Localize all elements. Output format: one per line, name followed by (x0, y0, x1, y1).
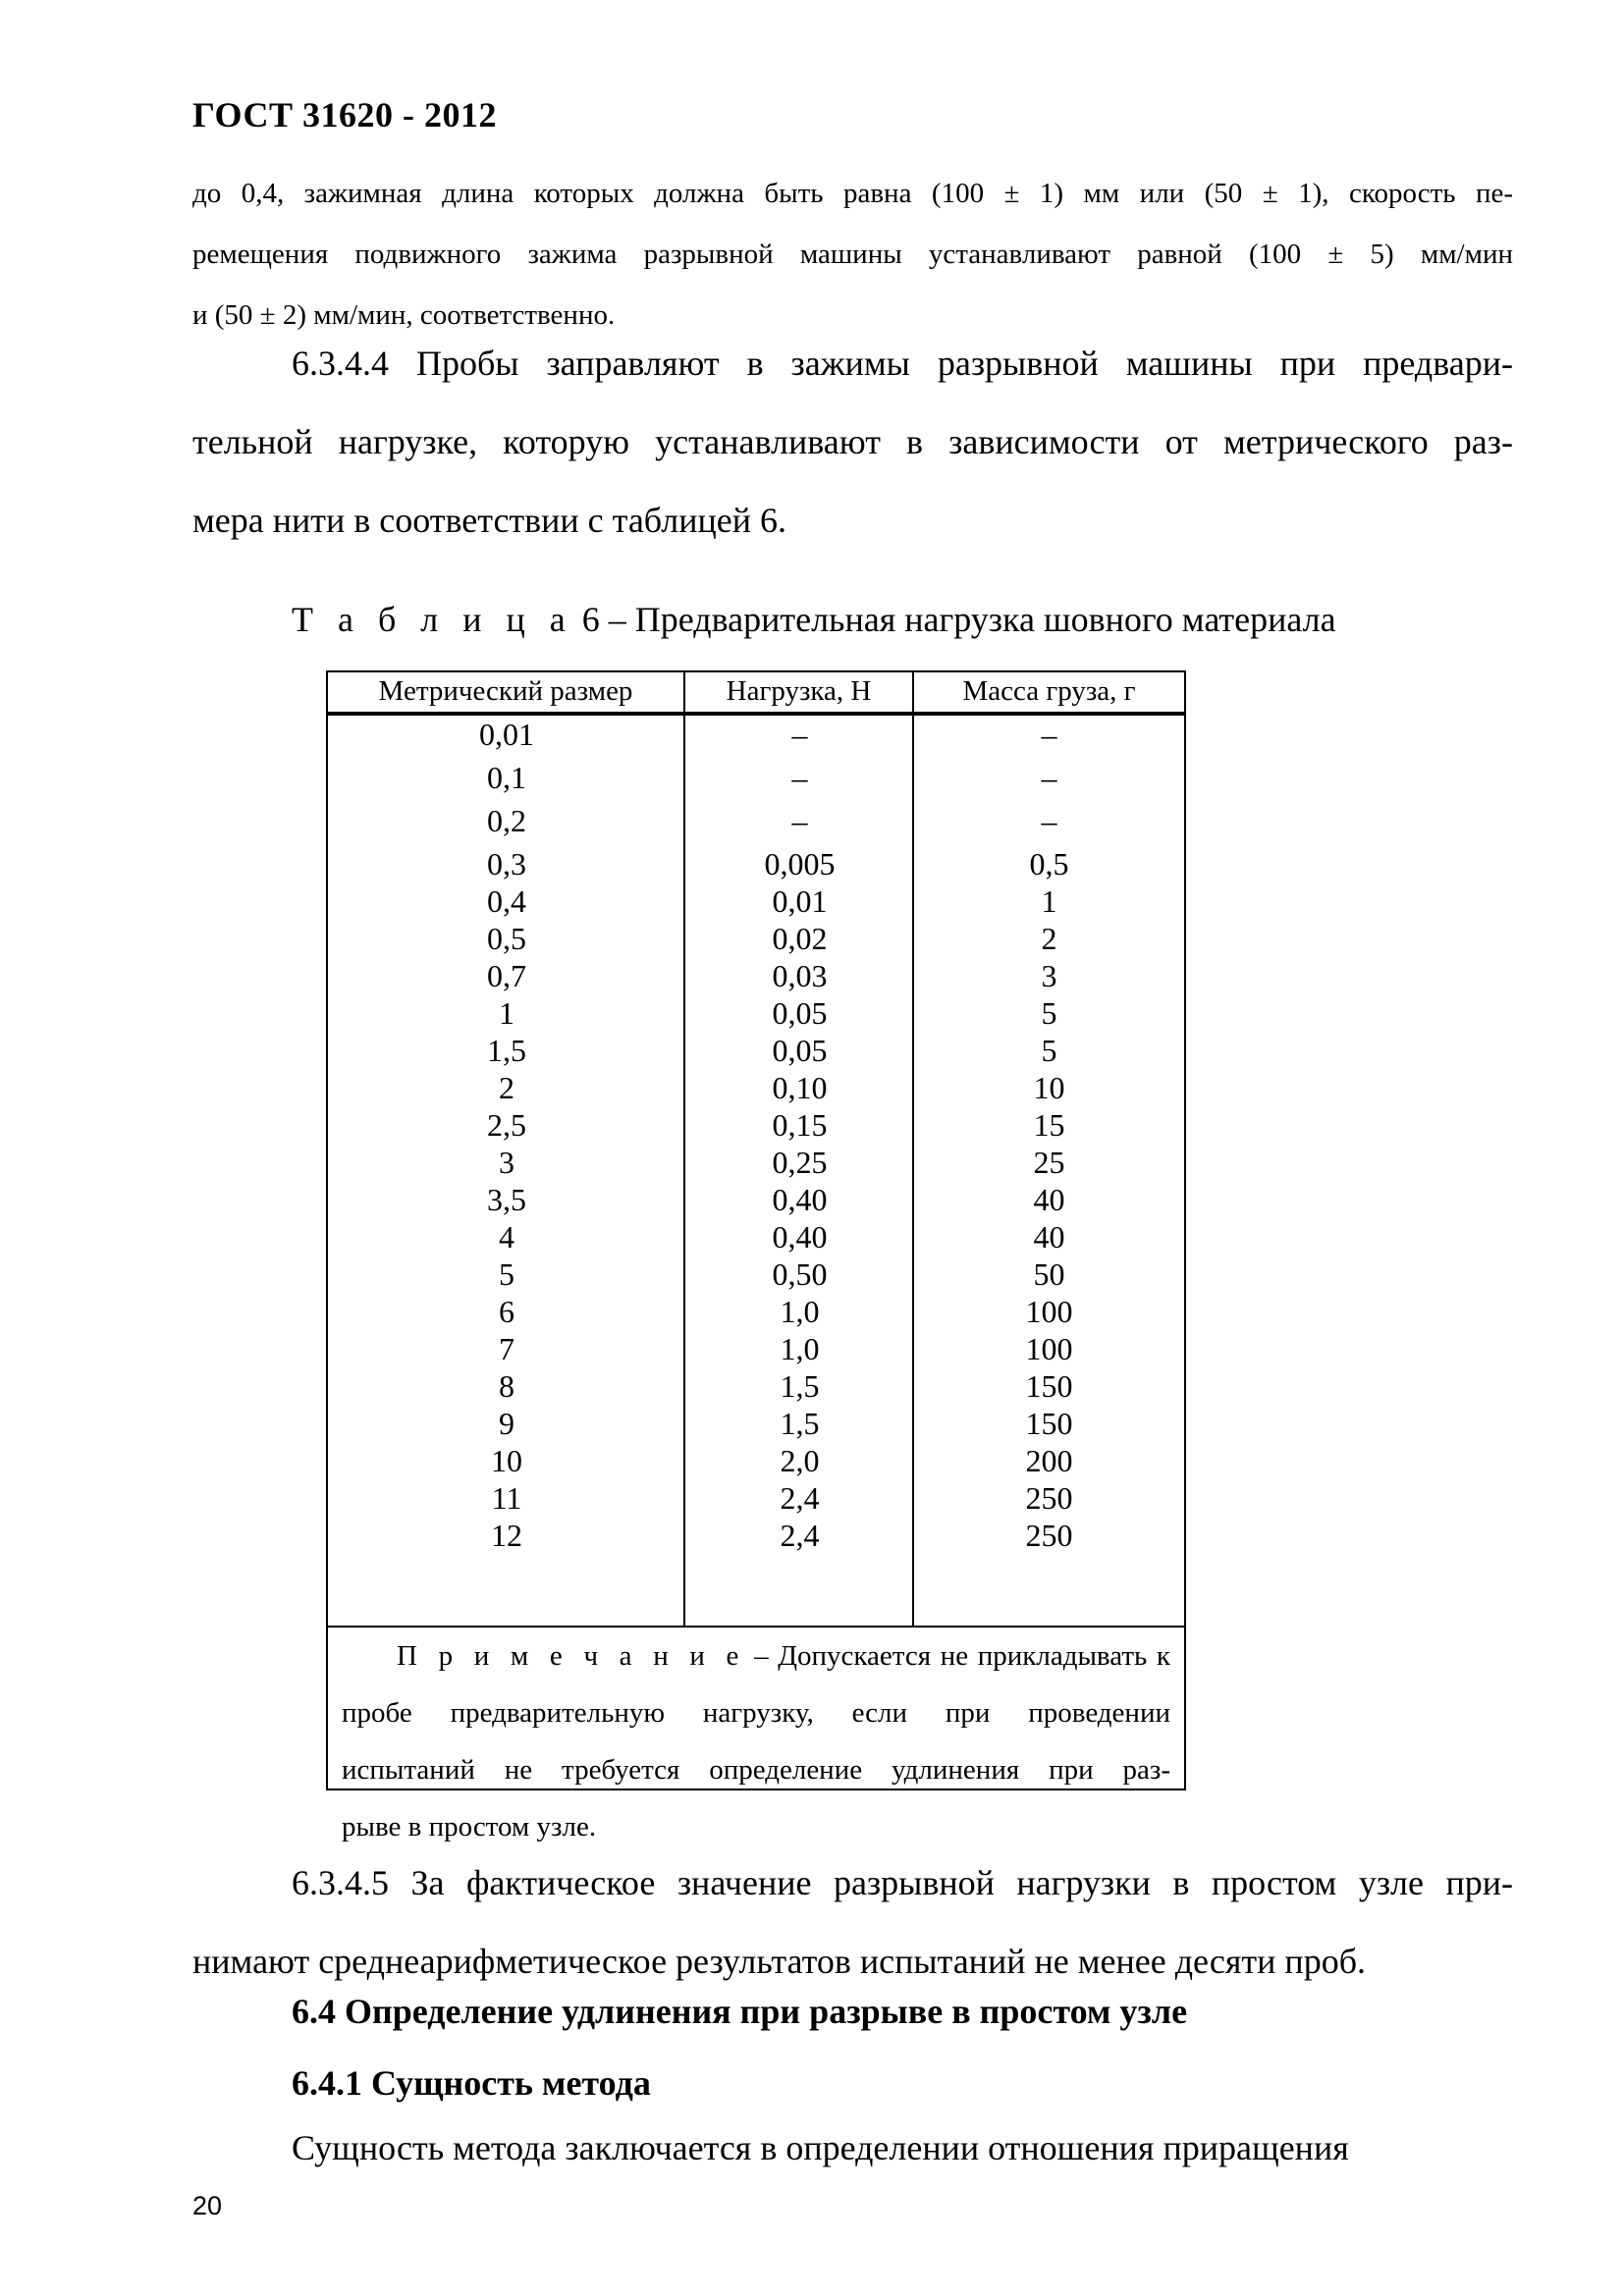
cell-load: 0,02 (772, 921, 828, 956)
table-caption (292, 599, 1336, 640)
table-row (328, 1367, 1184, 1405)
cell-metric-size: 1,5 (487, 1033, 526, 1068)
cell-load: 0,05 (772, 995, 828, 1031)
table-row (328, 1517, 1184, 1554)
table-note (328, 1626, 1184, 1842)
cell-load: 0,10 (772, 1070, 828, 1105)
cell-load: 0,50 (772, 1256, 828, 1292)
cell-load: 0,40 (772, 1219, 828, 1255)
cell-metric-size: 9 (499, 1406, 514, 1441)
cell-weight-mass: 1 (1041, 883, 1057, 919)
table-note-line-3: испытаний не требуется определение удлинения при раз- (342, 1754, 1170, 1786)
cell-load: – (791, 760, 808, 795)
table-row (328, 1106, 1184, 1144)
cell-load: 0,01 (772, 883, 828, 919)
cell-metric-size: 3 (499, 1145, 514, 1180)
preload-table (326, 670, 1186, 1842)
cell-metric-size: 0,01 (479, 717, 534, 752)
table-row (328, 1255, 1184, 1293)
cell-weight-mass: – (1041, 717, 1057, 752)
cell-metric-size: 12 (491, 1518, 522, 1553)
table-row (328, 1405, 1184, 1442)
table-row (328, 920, 1184, 957)
table-row (328, 994, 1184, 1032)
cell-metric-size: 2,5 (487, 1107, 526, 1143)
cell-weight-mass: 150 (1025, 1406, 1073, 1441)
table-row (328, 1144, 1184, 1181)
cell-metric-size: 5 (499, 1256, 514, 1292)
cell-metric-size: 10 (491, 1443, 522, 1478)
section-6344-line-3: мера нити в соответствии с таблицей 6. (192, 501, 786, 540)
table-note-line-2: пробе предварительную нагрузку, если при проведении (342, 1697, 1170, 1729)
cell-weight-mass: 150 (1025, 1368, 1073, 1404)
cell-metric-size: 0,7 (487, 958, 526, 993)
cell-weight-mass: 5 (1041, 1033, 1057, 1068)
cell-load: 0,25 (772, 1145, 828, 1180)
section-6345-line-1: 6.3.4.5 За фактическое значение разрывной нагрузки в простом узле при- (292, 1863, 1513, 1902)
cell-load: 2,0 (780, 1443, 820, 1478)
table-row (328, 1218, 1184, 1255)
cell-load: 0,40 (772, 1182, 828, 1217)
cell-weight-mass: 40 (1033, 1182, 1065, 1217)
cell-metric-size: 0,1 (487, 760, 526, 795)
cell-metric-size: 0,4 (487, 883, 526, 919)
cell-metric-size: 1 (499, 995, 514, 1031)
cell-weight-mass: 100 (1025, 1294, 1073, 1329)
table-note-line-4: рыве в простом узле. (342, 1811, 597, 1842)
section-6345-paragraph (192, 1843, 1513, 2001)
cell-load: – (791, 803, 808, 838)
cell-weight-mass: 40 (1033, 1219, 1065, 1255)
cell-metric-size: 0,3 (487, 846, 526, 881)
table-row (328, 716, 1184, 753)
document-code-header: ГОСТ 31620 - 2012 (192, 95, 497, 134)
cell-weight-mass: – (1041, 760, 1057, 795)
table-row (328, 957, 1184, 994)
cell-load: 0,005 (764, 846, 836, 881)
cell-weight-mass: 0,5 (1029, 846, 1069, 881)
cell-load: 1,0 (780, 1331, 820, 1366)
cell-load: 0,15 (772, 1107, 828, 1143)
table-caption-label: Т а б л и ц а (292, 600, 573, 639)
section-641-heading: 6.4.1 Сущность метода (292, 2063, 651, 2103)
table-row (328, 802, 1184, 839)
cell-metric-size: 3,5 (487, 1182, 526, 1217)
cell-metric-size: 8 (499, 1368, 514, 1404)
table-row (328, 1032, 1184, 1069)
table-row (328, 1479, 1184, 1517)
table-row (328, 1442, 1184, 1479)
cell-weight-mass: 250 (1025, 1518, 1073, 1553)
table-row (328, 1181, 1184, 1218)
table-note-label: П р и м е ч а н и е (397, 1640, 745, 1672)
intro-line-1: до 0,4, зажимная длина которых должна быть равна (100 ± 1) мм или (50 ± 1), скорость пе- (192, 178, 1513, 209)
section-6344-paragraph (192, 324, 1513, 560)
table-row (328, 1330, 1184, 1367)
cell-load: 0,03 (772, 958, 828, 993)
cell-metric-size: 6 (499, 1294, 514, 1329)
table-row (328, 1293, 1184, 1330)
table-note-line-1-text: – Допускается не прикладывать к (744, 1640, 1171, 1672)
table-row (328, 1069, 1184, 1106)
cell-weight-mass: 10 (1033, 1070, 1065, 1105)
table-header-row (328, 672, 1184, 716)
cell-load: 1,5 (780, 1406, 820, 1441)
cell-load: 1,0 (780, 1294, 820, 1329)
cell-metric-size: 7 (499, 1331, 514, 1366)
section-6344-line-1: 6.3.4.4 Пробы заправляют в зажимы разрывной машины при предвари- (292, 344, 1513, 383)
cell-metric-size: 2 (499, 1070, 514, 1105)
cell-weight-mass: 25 (1033, 1145, 1065, 1180)
cell-load: 0,05 (772, 1033, 828, 1068)
cell-weight-mass: – (1041, 803, 1057, 838)
cell-metric-size: 0,2 (487, 803, 526, 838)
intro-line-3: и (50 ± 2) мм/мин, соответственно. (192, 299, 616, 331)
cell-metric-size: 11 (491, 1480, 522, 1516)
cell-load: 1,5 (780, 1368, 820, 1404)
cell-metric-size: 4 (499, 1219, 514, 1255)
section-6344-line-2: тельной нагрузке, которую устанавливают в зависимости от метрического раз- (192, 422, 1513, 461)
cell-weight-mass: 100 (1025, 1331, 1073, 1366)
section-6345-line-2: нимают среднеарифметическое результатов испытаний не менее десяти проб. (192, 1942, 1367, 1981)
cell-load: – (791, 717, 808, 752)
cell-weight-mass: 5 (1041, 995, 1057, 1031)
header-load: Нагрузка, Н (685, 672, 914, 712)
cell-load: 2,4 (780, 1480, 820, 1516)
table-row (328, 845, 1184, 882)
table-body (328, 716, 1184, 1626)
table-caption-title: 6 – Предварительная нагрузка шовного материала (572, 600, 1336, 639)
page-number: 20 (192, 2191, 223, 2220)
cell-metric-size: 0,5 (487, 921, 526, 956)
cell-weight-mass: 250 (1025, 1480, 1073, 1516)
intro-paragraph (192, 163, 1513, 346)
method-essence-text: Сущность метода заключается в определении отношения приращения (292, 2128, 1349, 2167)
cell-weight-mass: 15 (1033, 1107, 1065, 1143)
cell-weight-mass: 3 (1041, 958, 1057, 993)
section-64-heading: 6.4 Определение удлинения при разрыве в простом узле (292, 1992, 1188, 2031)
table-row (328, 759, 1184, 796)
table-row (328, 882, 1184, 920)
intro-line-2: ремещения подвижного зажима разрывной машины устанавливают равной (100 ± 5) мм/мин (192, 239, 1513, 270)
cell-load: 2,4 (780, 1518, 820, 1553)
cell-weight-mass: 50 (1033, 1256, 1065, 1292)
cell-weight-mass: 2 (1041, 921, 1057, 956)
table-note-line-1 (342, 1628, 1170, 1684)
header-metric-size: Метрический размер (328, 672, 685, 712)
header-weight-mass: Масса груза, г (962, 675, 1136, 707)
cell-weight-mass: 200 (1025, 1443, 1073, 1478)
